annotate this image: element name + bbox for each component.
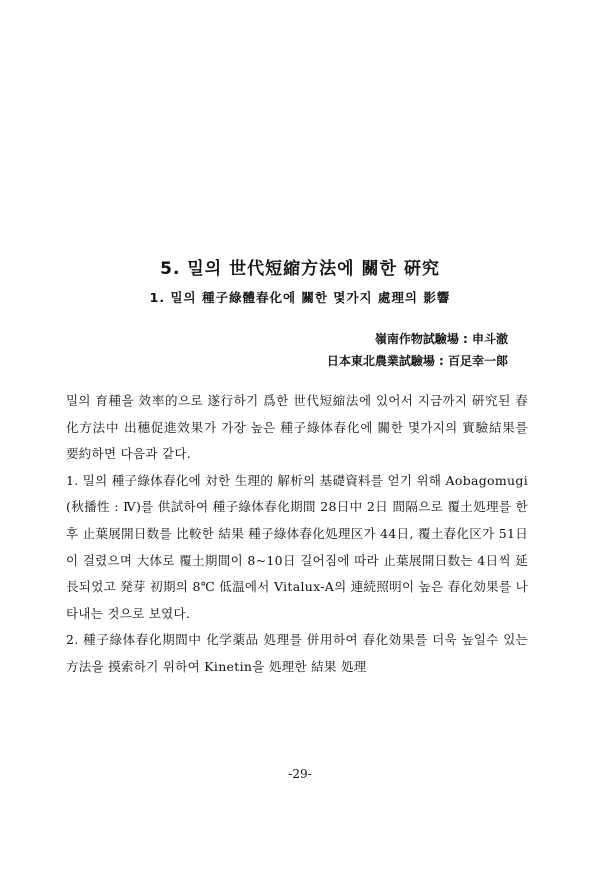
- page-number: -29-: [288, 767, 312, 781]
- author-affiliation-1: 嶺南作物試驗場 : 申斗澈: [374, 332, 508, 346]
- article-title: 5. 밀의 世代短縮方法에 關한 硏究: [160, 259, 440, 279]
- article-body: [66, 388, 528, 681]
- result-paragraph-1: 1. 밀의 種子綠体春化에 対한 生理的 解析의 基礎資料를 얻기 위해 Aobagomugi (秋播性 : Ⅳ)를 供試하여 種子綠体春化期間 28日中 2日 間隔으로 覆土処理를 한후 止葉展開日数를 比較한 結果 種子綠体春化処理区가 44日, 覆土春化区가 51日이 걸렸으며 大体로 覆土期間이 8~10日 길어짐에 따라 止葉展開日数는 4日씩 延長되었고 発芽 初期의 8℃ 低温에서 Vitalux-A의 連続照明이 높은 春化効果를 나타내는 것으로 보였다.: [66, 472, 528, 621]
- result-paragraph-2: 2. 種子綠体春化期間中 化学薬品 処理를 併用하여 春化効果를 더욱 높일수 있는 方法을 摸索하기 위하여 Kinetin을 処理한 結果 処理: [66, 632, 528, 674]
- intro-paragraph: 밀의 育種을 效率的으로 遂行하기 爲한 世代短縮法에 있어서 지금까지 硏究된 春化方法中 出穗促進效果가 가장 높은 種子綠体春化에 關한 몇가지의 實驗結果를 要約하면 다음과 같다.: [66, 393, 528, 462]
- author-affiliation-2: 日本東北農業試驗場 : 百足幸一郞: [326, 354, 508, 368]
- article-subtitle: 1. 밀의 種子綠體春化에 關한 몇가지 處理의 影響: [149, 290, 451, 305]
